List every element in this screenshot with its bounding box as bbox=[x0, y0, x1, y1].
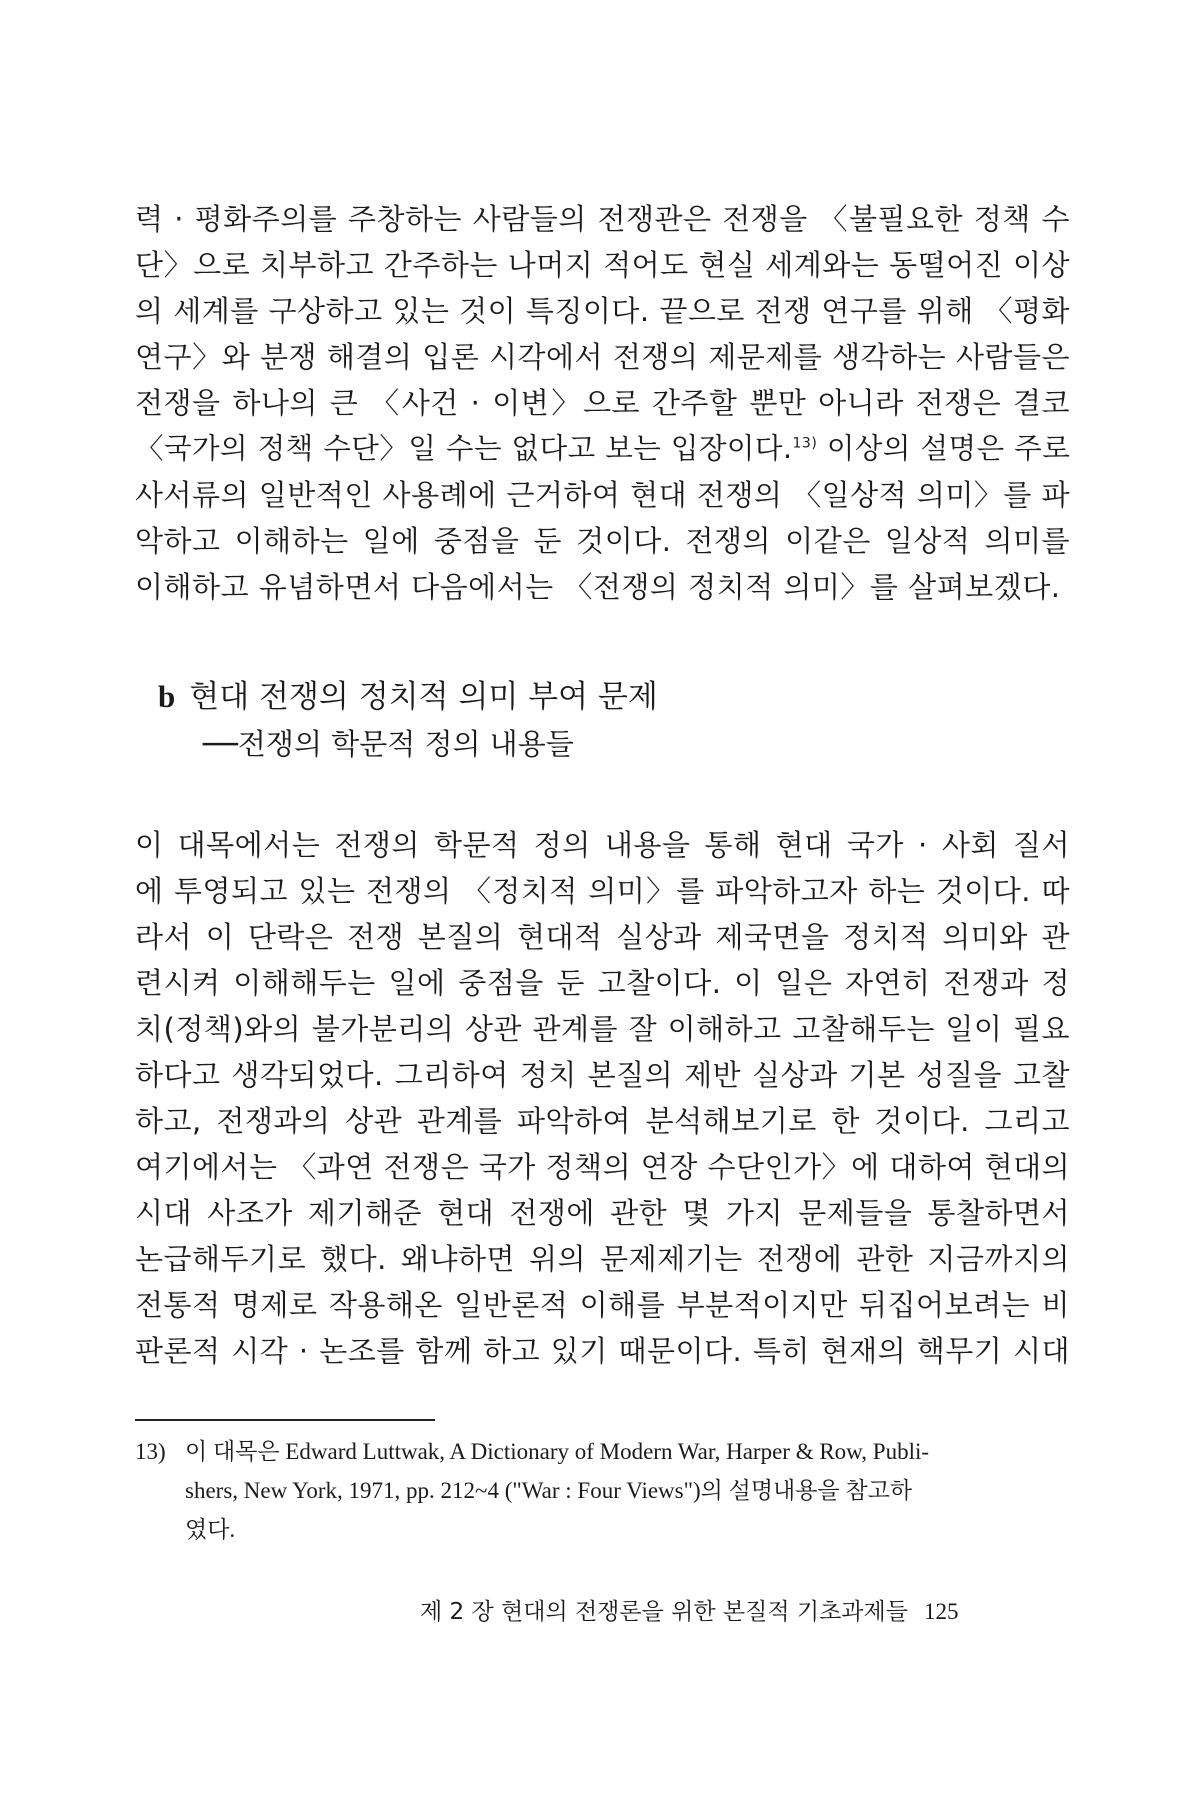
section-subtitle: ──전쟁의 학문적 정의 내용들 bbox=[203, 727, 574, 761]
footnote-divider bbox=[135, 1419, 435, 1421]
text-line: 치(정책)와의 불가분리의 상관 관계를 잘 이해하고 고찰해두는 일이 필요 bbox=[135, 1012, 1070, 1046]
footnote bbox=[135, 1432, 1070, 1549]
footnote-line bbox=[135, 1432, 1070, 1471]
chapter-title: 제 2 장 현대의 전쟁론을 위한 본질적 기초과제들 bbox=[420, 1599, 908, 1625]
text-line: 사서류의 일반적인 사용례에 근거하여 현대 전쟁의 〈일상적 의미〉를 파 bbox=[135, 478, 1070, 512]
footnote-line: shers, New York, 1971, pp. 212~4 ("War : Four Views")의 설명내용을 참고하 bbox=[185, 1478, 913, 1503]
text-line: 시대 사조가 제기해준 현대 전쟁에 관한 몇 가지 문제들을 통찰하면서 bbox=[135, 1196, 1070, 1230]
text-line: 의 세계를 구상하고 있는 것이 특징이다. 끝으로 전쟁 연구를 위해 〈평화 bbox=[135, 294, 1070, 328]
text-line: 라서 이 단락은 전쟁 본질의 현대적 실상과 제국면을 정치적 의미와 관 bbox=[135, 920, 1070, 954]
text-segment: 〈국가의 정책 수단〉일 수는 없다고 보는 입장이다. bbox=[135, 432, 793, 465]
text-line: 단〉으로 치부하고 간주하는 나머지 적어도 현실 세계와는 동떨어진 이상 bbox=[135, 248, 1070, 282]
page-number: 125 bbox=[923, 1599, 959, 1624]
text-segment: 이상의 설명은 주로 bbox=[826, 432, 1070, 465]
text-line: 하고, 전쟁과의 상관 관계를 파악하여 분석해보기로 한 것이다. 그리고 bbox=[135, 1104, 1070, 1138]
text-line: 력 · 평화주의를 주창하는 사람들의 전쟁관은 전쟁을 〈불필요한 정책 수 bbox=[135, 202, 1070, 236]
text-line: 논급해두기로 했다. 왜냐하면 위의 문제제기는 전쟁에 관한 지금까지의 bbox=[135, 1242, 1070, 1276]
text-line: 연구〉와 분쟁 해결의 입론 시각에서 전쟁의 제문제를 생각하는 사람들은 bbox=[135, 340, 1070, 374]
section-label: b bbox=[158, 679, 176, 714]
section-title: 현대 전쟁의 정치적 의미 부여 문제 bbox=[189, 679, 658, 715]
text-line: 이 대목에서는 전쟁의 학문적 정의 내용을 통해 현대 국가 · 사회 질서 bbox=[135, 828, 1070, 862]
paragraph-political-meaning bbox=[135, 822, 1070, 1374]
footnote-text: 이 대목은 Edward Luttwak, A Dictionary of Modern War, Harper & Row, Publi- bbox=[185, 1439, 930, 1464]
text-line: 이해하고 유념하면서 다음에서는 〈전쟁의 정치적 의미〉를 살펴보겠다. bbox=[135, 570, 1061, 604]
text-line: 악하고 이해하는 일에 중점을 둔 것이다. 전쟁의 이같은 일상적 의미를 bbox=[135, 524, 1070, 558]
text-line: 전쟁을 하나의 큰 〈사건 · 이변〉으로 간주할 뿐만 아니라 전쟁은 결코 bbox=[135, 386, 1070, 420]
footnote-reference: 13) bbox=[792, 435, 818, 452]
paragraph-war-views bbox=[135, 196, 1070, 610]
footnote-line: 였다. bbox=[185, 1517, 236, 1542]
text-line: 에 투영되고 있는 전쟁의 〈정치적 의미〉를 파악하고자 하는 것이다. 따 bbox=[135, 874, 1070, 908]
text-line: 전통적 명제로 작용해온 일반론적 이해를 부분적이지만 뒤집어보려는 비 bbox=[135, 1288, 1070, 1322]
footnote-number: 13) bbox=[135, 1439, 166, 1464]
text-line-with-footnote bbox=[135, 426, 1070, 472]
section-heading bbox=[158, 675, 658, 719]
text-line: 하다고 생각되었다. 그리하여 정치 본질의 제반 실상과 기본 성질을 고찰 bbox=[135, 1058, 1070, 1092]
text-line: 련시켜 이해해두는 일에 중점을 둔 고찰이다. 이 일은 자연히 전쟁과 정 bbox=[135, 966, 1070, 1000]
running-footer bbox=[420, 1595, 958, 1629]
text-line: 판론적 시각 · 논조를 함께 하고 있기 때문이다. 특히 현재의 핵무기 시대 bbox=[135, 1334, 1070, 1368]
text-line: 여기에서는 〈과연 전쟁은 국가 정책의 연장 수단인가〉에 대하여 현대의 bbox=[135, 1150, 1070, 1184]
